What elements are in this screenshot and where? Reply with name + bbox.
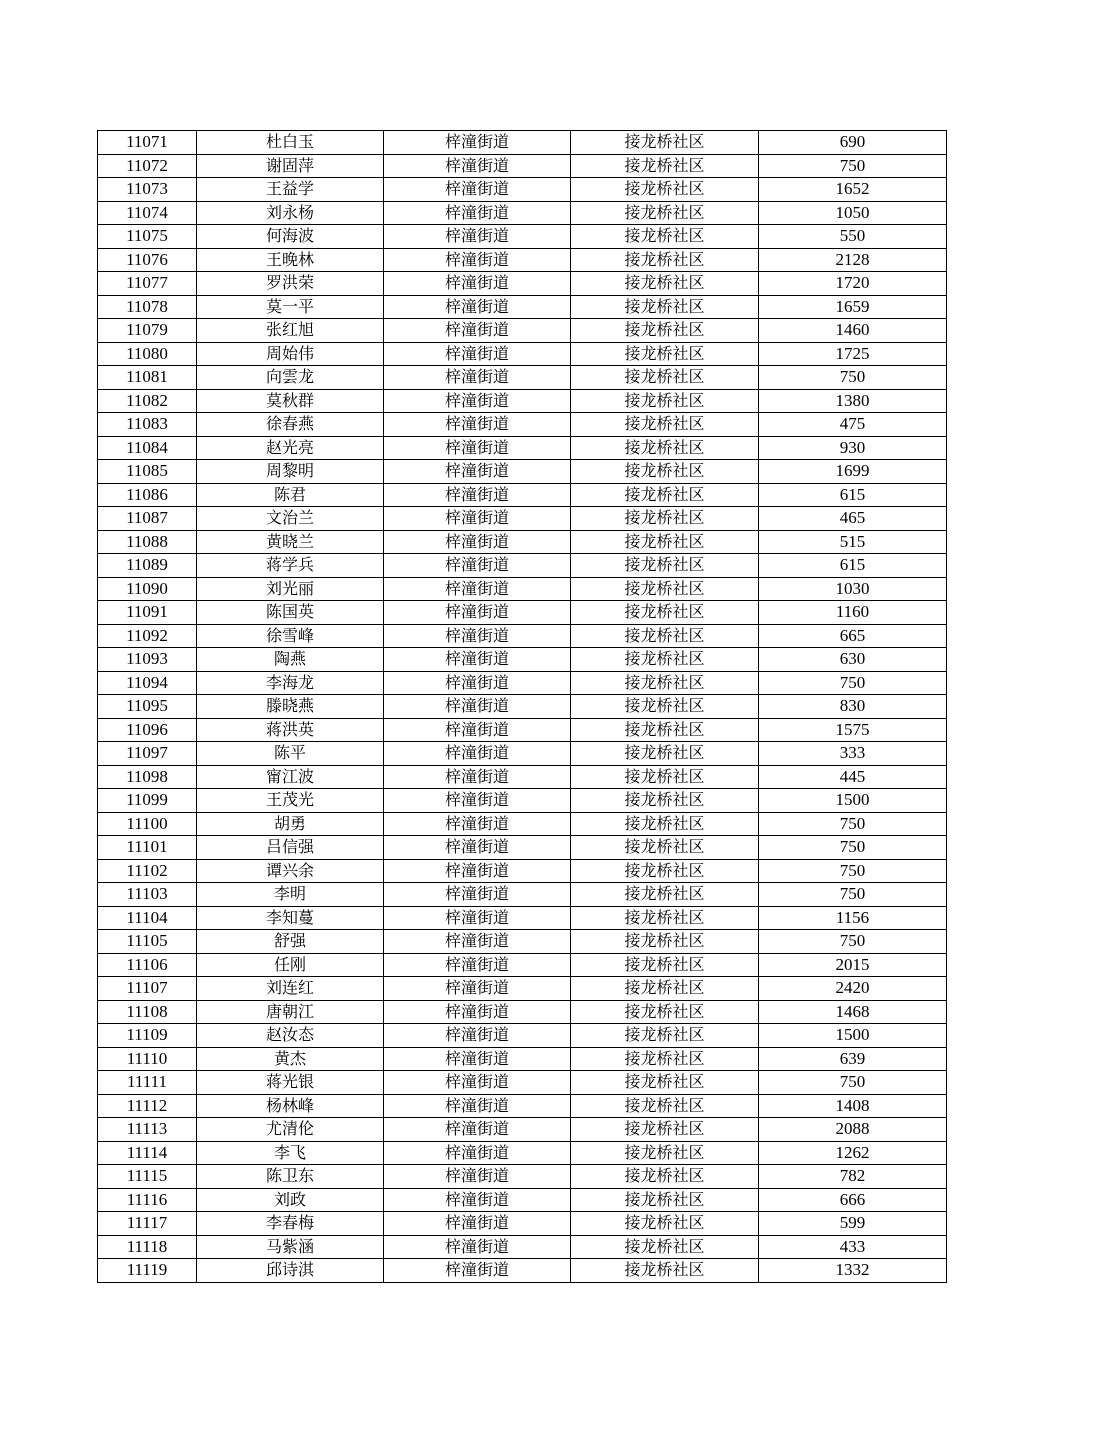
- table-row: [98, 366, 947, 390]
- community-cell: 接龙桥社区: [571, 389, 759, 413]
- name-cell: 刘政: [197, 1188, 384, 1212]
- id-cell: 11079: [98, 319, 197, 343]
- street-cell: 梓潼街道: [384, 601, 571, 625]
- street-cell: 梓潼街道: [384, 201, 571, 225]
- id-cell: 11103: [98, 883, 197, 907]
- amount-cell: 1575: [759, 718, 947, 742]
- name-cell: 徐雪峰: [197, 624, 384, 648]
- community-cell: 接龙桥社区: [571, 1235, 759, 1259]
- table-row: [98, 389, 947, 413]
- street-cell: 梓潼街道: [384, 1141, 571, 1165]
- table-row: [98, 1165, 947, 1189]
- community-cell: 接龙桥社区: [571, 695, 759, 719]
- name-cell: 黄晓兰: [197, 530, 384, 554]
- amount-cell: 599: [759, 1212, 947, 1236]
- community-cell: 接龙桥社区: [571, 601, 759, 625]
- id-cell: 11110: [98, 1047, 197, 1071]
- community-cell: 接龙桥社区: [571, 1259, 759, 1283]
- community-cell: 接龙桥社区: [571, 953, 759, 977]
- name-cell: 陶燕: [197, 648, 384, 672]
- amount-cell: 2420: [759, 977, 947, 1001]
- amount-cell: 1156: [759, 906, 947, 930]
- amount-cell: 782: [759, 1165, 947, 1189]
- amount-cell: 930: [759, 436, 947, 460]
- name-cell: 刘永杨: [197, 201, 384, 225]
- name-cell: 邱诗淇: [197, 1259, 384, 1283]
- amount-cell: 1262: [759, 1141, 947, 1165]
- id-cell: 11115: [98, 1165, 197, 1189]
- street-cell: 梓潼街道: [384, 1024, 571, 1048]
- name-cell: 王晚林: [197, 248, 384, 272]
- street-cell: 梓潼街道: [384, 507, 571, 531]
- street-cell: 梓潼街道: [384, 742, 571, 766]
- table-row: [98, 154, 947, 178]
- amount-cell: 1460: [759, 319, 947, 343]
- amount-cell: 750: [759, 836, 947, 860]
- community-cell: 接龙桥社区: [571, 930, 759, 954]
- street-cell: 梓潼街道: [384, 225, 571, 249]
- community-cell: 接龙桥社区: [571, 319, 759, 343]
- community-cell: 接龙桥社区: [571, 648, 759, 672]
- table-row: [98, 1235, 947, 1259]
- street-cell: 梓潼街道: [384, 930, 571, 954]
- community-cell: 接龙桥社区: [571, 1165, 759, 1189]
- street-cell: 梓潼街道: [384, 248, 571, 272]
- amount-cell: 666: [759, 1188, 947, 1212]
- table-row: [98, 977, 947, 1001]
- name-cell: 甯江波: [197, 765, 384, 789]
- amount-cell: 333: [759, 742, 947, 766]
- amount-cell: 750: [759, 366, 947, 390]
- street-cell: 梓潼街道: [384, 178, 571, 202]
- id-cell: 11118: [98, 1235, 197, 1259]
- table-row: [98, 319, 947, 343]
- table-row: [98, 812, 947, 836]
- amount-cell: 1408: [759, 1094, 947, 1118]
- name-cell: 胡勇: [197, 812, 384, 836]
- street-cell: 梓潼街道: [384, 483, 571, 507]
- table-row: [98, 272, 947, 296]
- amount-cell: 750: [759, 671, 947, 695]
- community-cell: 接龙桥社区: [571, 507, 759, 531]
- id-cell: 11095: [98, 695, 197, 719]
- table-row: [98, 718, 947, 742]
- amount-cell: 1160: [759, 601, 947, 625]
- community-cell: 接龙桥社区: [571, 342, 759, 366]
- street-cell: 梓潼街道: [384, 765, 571, 789]
- id-cell: 11093: [98, 648, 197, 672]
- name-cell: 蒋洪英: [197, 718, 384, 742]
- street-cell: 梓潼街道: [384, 1235, 571, 1259]
- table-row: [98, 906, 947, 930]
- amount-cell: 1050: [759, 201, 947, 225]
- table-row: [98, 577, 947, 601]
- name-cell: 王茂光: [197, 789, 384, 813]
- name-cell: 任刚: [197, 953, 384, 977]
- street-cell: 梓潼街道: [384, 295, 571, 319]
- name-cell: 赵光亮: [197, 436, 384, 460]
- community-cell: 接龙桥社区: [571, 977, 759, 1001]
- table-row: [98, 436, 947, 460]
- table-row: [98, 883, 947, 907]
- amount-cell: 1500: [759, 789, 947, 813]
- id-cell: 11074: [98, 201, 197, 225]
- name-cell: 蒋光银: [197, 1071, 384, 1095]
- name-cell: 莫一平: [197, 295, 384, 319]
- amount-cell: 1725: [759, 342, 947, 366]
- community-cell: 接龙桥社区: [571, 248, 759, 272]
- id-cell: 11108: [98, 1000, 197, 1024]
- street-cell: 梓潼街道: [384, 389, 571, 413]
- amount-cell: 750: [759, 859, 947, 883]
- name-cell: 陈君: [197, 483, 384, 507]
- community-cell: 接龙桥社区: [571, 366, 759, 390]
- community-cell: 接龙桥社区: [571, 295, 759, 319]
- community-cell: 接龙桥社区: [571, 1212, 759, 1236]
- amount-cell: 750: [759, 883, 947, 907]
- community-cell: 接龙桥社区: [571, 413, 759, 437]
- name-cell: 唐朝江: [197, 1000, 384, 1024]
- street-cell: 梓潼街道: [384, 906, 571, 930]
- table-row: [98, 765, 947, 789]
- table-row: [98, 530, 947, 554]
- street-cell: 梓潼街道: [384, 624, 571, 648]
- table-row: [98, 953, 947, 977]
- community-cell: 接龙桥社区: [571, 436, 759, 460]
- table-row: [98, 554, 947, 578]
- table-row: [98, 859, 947, 883]
- community-cell: 接龙桥社区: [571, 577, 759, 601]
- table-row: [98, 1118, 947, 1142]
- amount-cell: 1500: [759, 1024, 947, 1048]
- id-cell: 11081: [98, 366, 197, 390]
- table-row: [98, 483, 947, 507]
- amount-cell: 1659: [759, 295, 947, 319]
- community-cell: 接龙桥社区: [571, 1118, 759, 1142]
- name-cell: 徐春燕: [197, 413, 384, 437]
- community-cell: 接龙桥社区: [571, 624, 759, 648]
- table-row: [98, 1000, 947, 1024]
- name-cell: 王益学: [197, 178, 384, 202]
- amount-cell: 475: [759, 413, 947, 437]
- community-cell: 接龙桥社区: [571, 483, 759, 507]
- amount-cell: 830: [759, 695, 947, 719]
- amount-cell: 615: [759, 483, 947, 507]
- table-row: [98, 507, 947, 531]
- name-cell: 罗洪荣: [197, 272, 384, 296]
- table-row: [98, 460, 947, 484]
- name-cell: 杜白玉: [197, 131, 384, 155]
- community-cell: 接龙桥社区: [571, 765, 759, 789]
- street-cell: 梓潼街道: [384, 1188, 571, 1212]
- id-cell: 11092: [98, 624, 197, 648]
- community-cell: 接龙桥社区: [571, 178, 759, 202]
- id-cell: 11086: [98, 483, 197, 507]
- name-cell: 李知蔓: [197, 906, 384, 930]
- table-row: [98, 601, 947, 625]
- name-cell: 文治兰: [197, 507, 384, 531]
- community-cell: 接龙桥社区: [571, 272, 759, 296]
- street-cell: 梓潼街道: [384, 436, 571, 460]
- community-cell: 接龙桥社区: [571, 906, 759, 930]
- id-cell: 11107: [98, 977, 197, 1001]
- id-cell: 11112: [98, 1094, 197, 1118]
- id-cell: 11089: [98, 554, 197, 578]
- amount-cell: 1720: [759, 272, 947, 296]
- amount-cell: 750: [759, 1071, 947, 1095]
- id-cell: 11097: [98, 742, 197, 766]
- amount-cell: 515: [759, 530, 947, 554]
- table-row: [98, 413, 947, 437]
- name-cell: 刘光丽: [197, 577, 384, 601]
- id-cell: 11113: [98, 1118, 197, 1142]
- table-row: [98, 178, 947, 202]
- id-cell: 11090: [98, 577, 197, 601]
- amount-cell: 690: [759, 131, 947, 155]
- street-cell: 梓潼街道: [384, 977, 571, 1001]
- id-cell: 11082: [98, 389, 197, 413]
- id-cell: 11105: [98, 930, 197, 954]
- street-cell: 梓潼街道: [384, 530, 571, 554]
- table-row: [98, 930, 947, 954]
- amount-cell: 433: [759, 1235, 947, 1259]
- table-row: [98, 1188, 947, 1212]
- table-row: [98, 1047, 947, 1071]
- street-cell: 梓潼街道: [384, 1047, 571, 1071]
- table-row: [98, 789, 947, 813]
- name-cell: 谭兴余: [197, 859, 384, 883]
- id-cell: 11117: [98, 1212, 197, 1236]
- id-cell: 11114: [98, 1141, 197, 1165]
- table-row: [98, 648, 947, 672]
- amount-cell: 1380: [759, 389, 947, 413]
- amount-cell: 550: [759, 225, 947, 249]
- amount-cell: 445: [759, 765, 947, 789]
- street-cell: 梓潼街道: [384, 1165, 571, 1189]
- street-cell: 梓潼街道: [384, 1094, 571, 1118]
- amount-cell: 465: [759, 507, 947, 531]
- amount-cell: 750: [759, 812, 947, 836]
- street-cell: 梓潼街道: [384, 648, 571, 672]
- community-cell: 接龙桥社区: [571, 1000, 759, 1024]
- id-cell: 11075: [98, 225, 197, 249]
- id-cell: 11102: [98, 859, 197, 883]
- street-cell: 梓潼街道: [384, 859, 571, 883]
- community-cell: 接龙桥社区: [571, 1047, 759, 1071]
- table-row: [98, 225, 947, 249]
- name-cell: 陈卫东: [197, 1165, 384, 1189]
- id-cell: 11106: [98, 953, 197, 977]
- community-cell: 接龙桥社区: [571, 1188, 759, 1212]
- community-cell: 接龙桥社区: [571, 671, 759, 695]
- street-cell: 梓潼街道: [384, 131, 571, 155]
- street-cell: 梓潼街道: [384, 577, 571, 601]
- id-cell: 11116: [98, 1188, 197, 1212]
- id-cell: 11073: [98, 178, 197, 202]
- id-cell: 11119: [98, 1259, 197, 1283]
- id-cell: 11100: [98, 812, 197, 836]
- community-cell: 接龙桥社区: [571, 201, 759, 225]
- id-cell: 11072: [98, 154, 197, 178]
- name-cell: 李飞: [197, 1141, 384, 1165]
- community-cell: 接龙桥社区: [571, 460, 759, 484]
- table-row: [98, 1141, 947, 1165]
- street-cell: 梓潼街道: [384, 718, 571, 742]
- name-cell: 黄杰: [197, 1047, 384, 1071]
- amount-cell: 2088: [759, 1118, 947, 1142]
- amount-cell: 1652: [759, 178, 947, 202]
- community-cell: 接龙桥社区: [571, 1071, 759, 1095]
- name-cell: 莫秋群: [197, 389, 384, 413]
- community-cell: 接龙桥社区: [571, 1094, 759, 1118]
- amount-cell: 1332: [759, 1259, 947, 1283]
- name-cell: 吕信强: [197, 836, 384, 860]
- table-row: [98, 1259, 947, 1283]
- street-cell: 梓潼街道: [384, 1118, 571, 1142]
- street-cell: 梓潼街道: [384, 460, 571, 484]
- id-cell: 11077: [98, 272, 197, 296]
- id-cell: 11099: [98, 789, 197, 813]
- community-cell: 接龙桥社区: [571, 554, 759, 578]
- id-cell: 11087: [98, 507, 197, 531]
- table-row: [98, 295, 947, 319]
- amount-cell: 639: [759, 1047, 947, 1071]
- table-row: [98, 695, 947, 719]
- amount-cell: 665: [759, 624, 947, 648]
- id-cell: 11085: [98, 460, 197, 484]
- community-cell: 接龙桥社区: [571, 812, 759, 836]
- amount-cell: 630: [759, 648, 947, 672]
- id-cell: 11096: [98, 718, 197, 742]
- table-row: [98, 201, 947, 225]
- name-cell: 赵汝态: [197, 1024, 384, 1048]
- street-cell: 梓潼街道: [384, 1212, 571, 1236]
- name-cell: 谢固萍: [197, 154, 384, 178]
- name-cell: 蒋学兵: [197, 554, 384, 578]
- table-row: [98, 342, 947, 366]
- street-cell: 梓潼街道: [384, 695, 571, 719]
- community-cell: 接龙桥社区: [571, 883, 759, 907]
- name-cell: 李海龙: [197, 671, 384, 695]
- id-cell: 11071: [98, 131, 197, 155]
- street-cell: 梓潼街道: [384, 836, 571, 860]
- amount-cell: 1699: [759, 460, 947, 484]
- community-cell: 接龙桥社区: [571, 530, 759, 554]
- name-cell: 向雲龙: [197, 366, 384, 390]
- street-cell: 梓潼街道: [384, 272, 571, 296]
- table-row: [98, 836, 947, 860]
- amount-cell: 750: [759, 154, 947, 178]
- community-cell: 接龙桥社区: [571, 1024, 759, 1048]
- id-cell: 11111: [98, 1071, 197, 1095]
- table-row: [98, 1024, 947, 1048]
- street-cell: 梓潼街道: [384, 413, 571, 437]
- community-cell: 接龙桥社区: [571, 742, 759, 766]
- id-cell: 11076: [98, 248, 197, 272]
- table-row: [98, 671, 947, 695]
- amount-cell: 615: [759, 554, 947, 578]
- community-cell: 接龙桥社区: [571, 1141, 759, 1165]
- name-cell: 张红旭: [197, 319, 384, 343]
- name-cell: 陈国英: [197, 601, 384, 625]
- id-cell: 11104: [98, 906, 197, 930]
- street-cell: 梓潼街道: [384, 953, 571, 977]
- street-cell: 梓潼街道: [384, 789, 571, 813]
- table-row: [98, 248, 947, 272]
- id-cell: 11101: [98, 836, 197, 860]
- community-cell: 接龙桥社区: [571, 225, 759, 249]
- id-cell: 11088: [98, 530, 197, 554]
- table-row: [98, 1094, 947, 1118]
- id-cell: 11084: [98, 436, 197, 460]
- roster-table: [97, 130, 947, 1283]
- community-cell: 接龙桥社区: [571, 154, 759, 178]
- street-cell: 梓潼街道: [384, 342, 571, 366]
- street-cell: 梓潼街道: [384, 554, 571, 578]
- name-cell: 何海波: [197, 225, 384, 249]
- community-cell: 接龙桥社区: [571, 789, 759, 813]
- id-cell: 11078: [98, 295, 197, 319]
- street-cell: 梓潼街道: [384, 319, 571, 343]
- name-cell: 李明: [197, 883, 384, 907]
- name-cell: 马紫涵: [197, 1235, 384, 1259]
- name-cell: 周黎明: [197, 460, 384, 484]
- amount-cell: 1030: [759, 577, 947, 601]
- roster-table-body: [98, 131, 947, 1283]
- table-row: [98, 624, 947, 648]
- name-cell: 杨林峰: [197, 1094, 384, 1118]
- street-cell: 梓潼街道: [384, 1259, 571, 1283]
- community-cell: 接龙桥社区: [571, 131, 759, 155]
- street-cell: 梓潼街道: [384, 366, 571, 390]
- id-cell: 11083: [98, 413, 197, 437]
- street-cell: 梓潼街道: [384, 671, 571, 695]
- name-cell: 舒强: [197, 930, 384, 954]
- street-cell: 梓潼街道: [384, 883, 571, 907]
- street-cell: 梓潼街道: [384, 1071, 571, 1095]
- id-cell: 11109: [98, 1024, 197, 1048]
- id-cell: 11094: [98, 671, 197, 695]
- amount-cell: 2015: [759, 953, 947, 977]
- amount-cell: 1468: [759, 1000, 947, 1024]
- name-cell: 刘连红: [197, 977, 384, 1001]
- community-cell: 接龙桥社区: [571, 836, 759, 860]
- amount-cell: 2128: [759, 248, 947, 272]
- street-cell: 梓潼街道: [384, 1000, 571, 1024]
- street-cell: 梓潼街道: [384, 812, 571, 836]
- id-cell: 11098: [98, 765, 197, 789]
- name-cell: 周始伟: [197, 342, 384, 366]
- name-cell: 李春梅: [197, 1212, 384, 1236]
- amount-cell: 750: [759, 930, 947, 954]
- table-row: [98, 742, 947, 766]
- name-cell: 滕晓燕: [197, 695, 384, 719]
- name-cell: 陈平: [197, 742, 384, 766]
- id-cell: 11080: [98, 342, 197, 366]
- community-cell: 接龙桥社区: [571, 859, 759, 883]
- table-row: [98, 1212, 947, 1236]
- community-cell: 接龙桥社区: [571, 718, 759, 742]
- id-cell: 11091: [98, 601, 197, 625]
- table-row: [98, 1071, 947, 1095]
- name-cell: 尤清伦: [197, 1118, 384, 1142]
- street-cell: 梓潼街道: [384, 154, 571, 178]
- table-row: [98, 131, 947, 155]
